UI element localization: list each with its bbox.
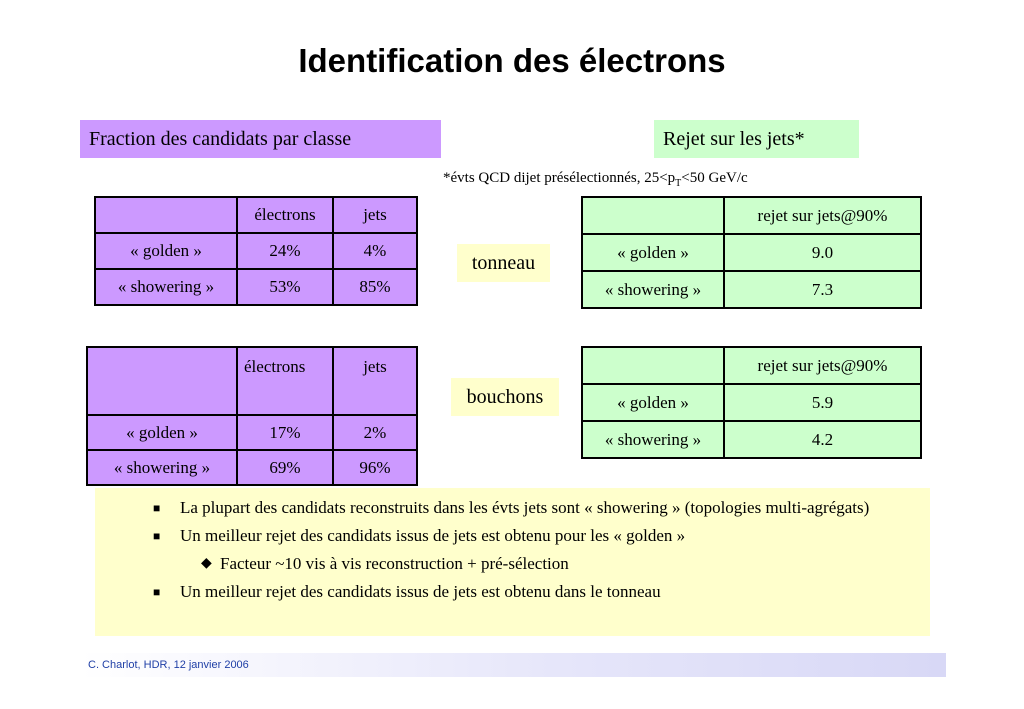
value-cell: 2% <box>333 415 417 450</box>
table-row <box>87 450 417 485</box>
value-cell: 4% <box>333 233 417 269</box>
bullet-text: Un meilleur rejet des candidats issus de jets est obtenu pour les « golden » <box>180 526 686 545</box>
value-cell: 53% <box>237 269 333 305</box>
footer: C. Charlot, HDR, 12 janvier 2006 <box>80 653 946 677</box>
header-cell <box>87 347 237 415</box>
table-row <box>582 421 921 458</box>
value-cell: 9.0 <box>724 234 921 271</box>
table-row <box>582 271 921 308</box>
header-cell <box>95 197 237 233</box>
footnote <box>443 170 748 189</box>
row-label: « showering » <box>87 450 237 485</box>
value-cell: 96% <box>333 450 417 485</box>
table-header-row <box>582 347 921 384</box>
region-tonneau-label: tonneau <box>457 244 550 282</box>
diamond-bullet-icon: ◆ <box>201 556 212 571</box>
row-label: « showering » <box>582 271 724 308</box>
square-bullet-icon: ■ <box>153 585 161 599</box>
value-cell: 24% <box>237 233 333 269</box>
bullet-list <box>95 488 930 636</box>
bullet-item <box>95 496 930 520</box>
row-label: « golden » <box>87 415 237 450</box>
footnote-sub: T <box>675 178 682 189</box>
header-cell: jets <box>333 347 417 415</box>
footnote-suffix: <50 GeV/c <box>681 170 748 186</box>
bullet-text: La plupart des candidats reconstruits dans les évts jets sont « showering » (topologies multi-agrégats) <box>180 498 870 517</box>
row-label: « showering » <box>582 421 724 458</box>
value-cell: 4.2 <box>724 421 921 458</box>
region-bouchons-label: bouchons <box>451 378 559 416</box>
table-row <box>95 233 417 269</box>
row-label: « golden » <box>95 233 237 269</box>
header-cell: électrons <box>237 347 333 415</box>
row-label: « showering » <box>95 269 237 305</box>
table-row <box>95 269 417 305</box>
value-cell: 69% <box>237 450 333 485</box>
bullet-item <box>95 580 930 604</box>
sub-bullet-item <box>95 552 930 576</box>
value-cell: 85% <box>333 269 417 305</box>
value-cell: 5.9 <box>724 384 921 421</box>
table-bouchons-fraction <box>86 346 418 486</box>
bullet-item <box>95 524 930 548</box>
square-bullet-icon: ■ <box>153 501 161 515</box>
fraction-label: Fraction des candidats par classe <box>80 120 441 158</box>
rejet-label: Rejet sur les jets* <box>654 120 859 158</box>
header-cell: jets <box>333 197 417 233</box>
value-cell: 17% <box>237 415 333 450</box>
bullet-text: Un meilleur rejet des candidats issus de jets est obtenu dans le tonneau <box>180 582 661 601</box>
value-cell: 7.3 <box>724 271 921 308</box>
header-cell <box>582 347 724 384</box>
footnote-prefix: *évts QCD dijet présélectionnés, 25<p <box>443 170 676 186</box>
square-bullet-icon: ■ <box>153 529 161 543</box>
table-header-row <box>95 197 417 233</box>
row-label: « golden » <box>582 384 724 421</box>
table-tonneau-fraction <box>94 196 418 306</box>
table-tonneau-rejet <box>581 196 922 309</box>
header-cell: rejet sur jets@90% <box>724 347 921 384</box>
table-row <box>582 234 921 271</box>
header-cell: électrons <box>237 197 333 233</box>
row-label: « golden » <box>582 234 724 271</box>
header-cell <box>582 197 724 234</box>
table-row <box>87 415 417 450</box>
table-header-row <box>87 347 417 415</box>
bullet-text: Facteur ~10 vis à vis reconstruction + pré-sélection <box>220 554 569 573</box>
table-header-row <box>582 197 921 234</box>
header-cell: rejet sur jets@90% <box>724 197 921 234</box>
table-bouchons-rejet <box>581 346 922 459</box>
table-row <box>582 384 921 421</box>
page-title: Identification des électrons <box>298 42 726 79</box>
